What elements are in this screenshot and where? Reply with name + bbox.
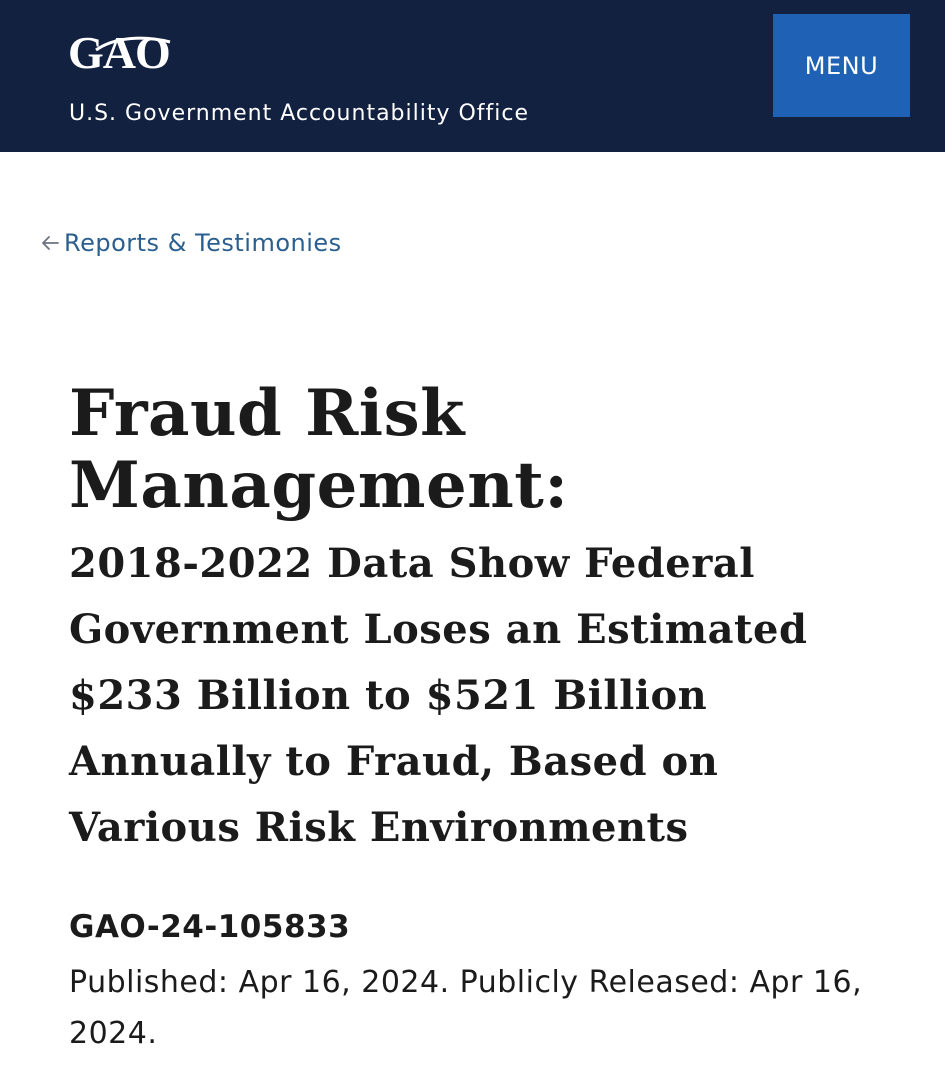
breadcrumb-label: Reports & Testimonies <box>64 229 342 257</box>
publication-info: Published: Apr 16, 2024. Publicly Released: Apr 16, 2024. <box>69 965 863 1051</box>
site-header <box>0 0 945 152</box>
page-subtitle: 2018-2022 Data Show Federal Government Loses an Estimated $233 Billion to $521 Billion Annually to Fraud, Based on Various Risk Environments <box>69 540 808 851</box>
arrow-left-icon <box>38 231 62 255</box>
breadcrumb-back-link[interactable] <box>38 229 342 257</box>
agency-name: U.S. Government Accountability Office <box>69 101 530 126</box>
menu-button[interactable]: MENU <box>773 14 910 117</box>
logo-text: GAO <box>68 27 170 78</box>
report-number: GAO-24-105833 <box>69 909 351 945</box>
page-title: Fraud Risk Management: <box>69 376 569 523</box>
